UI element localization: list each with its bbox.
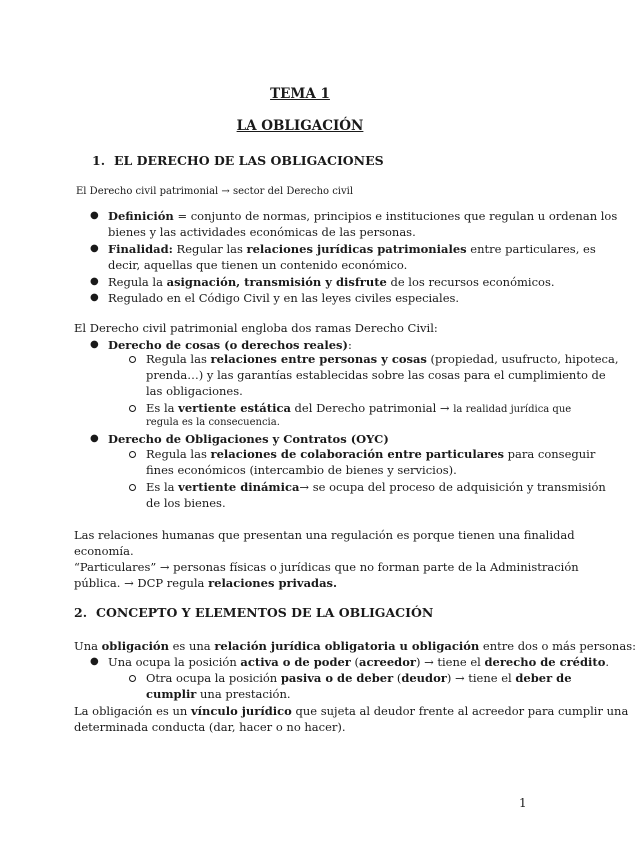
branches-paragraph: El Derecho civil patrimonial engloba dos ramas Derecho Civil: — [74, 321, 438, 335]
human-relations-line-1: Las relaciones humanas que presentan una regulación es porque tienen una finalidad — [74, 528, 575, 542]
page-number: 1 — [519, 796, 527, 810]
obligacion-paragraph: Una obligación es una relación jurídica obligatoria u obligación entre dos o más personas: — [74, 639, 636, 653]
bullet-icon: ● — [90, 339, 99, 350]
deudor-line-2: cumplir una prestación. — [146, 687, 291, 701]
circle-bullet-icon — [129, 451, 136, 458]
section-2-heading: 2. CONCEPTO Y ELEMENTOS DE LA OBLIGACIÓN — [74, 605, 434, 620]
finalidad-line-1: Finalidad: Regular las relaciones jurídicas patrimoniales entre particulares, es — [108, 242, 596, 256]
regula-line: Regula la asignación, transmisión y disfrute de los recursos económicos. — [108, 275, 555, 289]
cosas-sub-1-line-2: prenda…) y las garantías establecidas sobre las cosas para el cumplimiento de — [146, 368, 606, 382]
cosas-heading: Derecho de cosas (o derechos reales): — [108, 338, 352, 352]
particulares-line-1: “Particulares” → personas físicas o jurídicas que no forman parte de la Administración — [74, 560, 579, 574]
cosas-sub-2-line-2: regula es la consecuencia. — [146, 417, 280, 428]
oyc-sub-2-line-2: de los bienes. — [146, 496, 226, 510]
deudor-line-1: Otra ocupa la posición pasiva o de deber (deudor) → tiene el deber de — [146, 671, 572, 685]
bullet-icon: ● — [90, 210, 99, 221]
cosas-sub-1-line-3: las obligaciones. — [146, 384, 243, 398]
bullet-icon: ● — [90, 292, 99, 303]
bullet-icon: ● — [90, 243, 99, 254]
section-1-heading: 1. EL DERECHO DE LAS OBLIGACIONES — [92, 153, 384, 168]
page-subtitle: LA OBLIGACIÓN — [236, 118, 364, 134]
finalidad-line-2: decir, aquellas que tienen un contenido económico. — [108, 258, 408, 272]
circle-bullet-icon — [129, 356, 136, 363]
acreedor-line: Una ocupa la posición activa o de poder (acreedor) → tiene el derecho de crédito. — [108, 655, 610, 669]
circle-bullet-icon — [129, 675, 136, 682]
definition-line-2: bienes y las actividades económicas de las personas. — [108, 225, 416, 239]
oyc-sub-2-line-1: Es la vertiente dinámica→ se ocupa del proceso de adquisición y transmisión — [146, 480, 606, 494]
cosas-sub-1-line-1: Regula las relaciones entre personas y cosas (propiedad, usufructo, hipoteca, — [146, 352, 619, 366]
definition-line-1: Definición = conjunto de normas, principios e instituciones que regulan u ordenan los — [108, 209, 618, 223]
page-title: TEMA 1 — [270, 86, 330, 102]
intro-line: El Derecho civil patrimonial → sector del Derecho civil — [76, 186, 354, 197]
oyc-sub-1-line-2: fines económicos (intercambio de bienes y servicios). — [146, 463, 457, 477]
cosas-sub-2-line-1: Es la vertiente estática del Derecho patrimonial → la realidad jurídica que — [146, 401, 572, 415]
oyc-sub-1-line-1: Regula las relaciones de colaboración entre particulares para conseguir — [146, 447, 596, 461]
vinculo-line-2: determinada conducta (dar, hacer o no hacer). — [74, 720, 346, 734]
bullet-icon: ● — [90, 433, 99, 444]
bullet-icon: ● — [90, 656, 99, 667]
particulares-line-2: pública. → DCP regula relaciones privadas. — [74, 576, 338, 590]
human-relations-line-2: economía. — [74, 544, 134, 558]
regulado-line: Regulado en el Código Civil y en las leyes civiles especiales. — [108, 291, 460, 305]
circle-bullet-icon — [129, 405, 136, 412]
bullet-icon: ● — [90, 276, 99, 287]
oyc-heading: Derecho de Obligaciones y Contratos (OYC) — [108, 432, 389, 446]
vinculo-line-1: La obligación es un vínculo jurídico que sujeta al deudor frente al acreedor para cumplir una — [74, 704, 629, 718]
circle-bullet-icon — [129, 484, 136, 491]
